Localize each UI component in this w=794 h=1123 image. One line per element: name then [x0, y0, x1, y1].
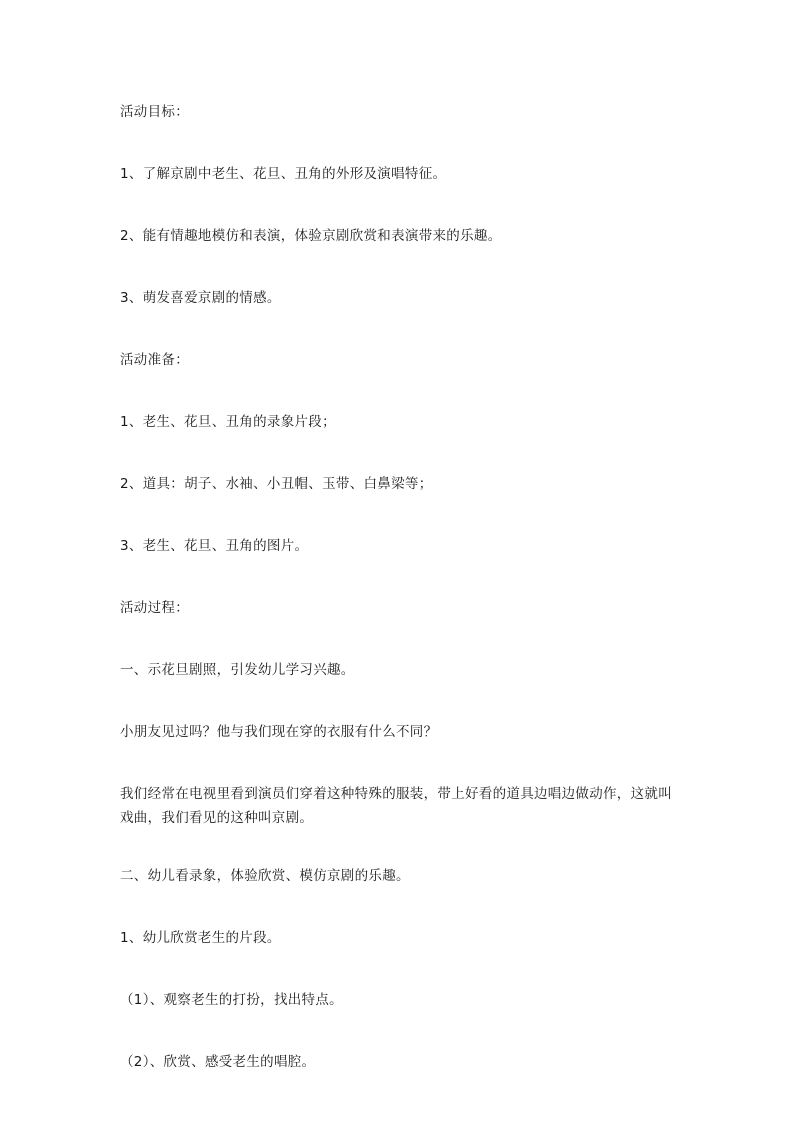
section-heading-process: 活动过程：: [120, 600, 189, 616]
process-detail-2: （2）、欣赏、感受老生的唱腔。: [120, 1054, 316, 1070]
process-question: 小朋友见过吗？他与我们现在穿的衣服有什么不同？: [120, 724, 438, 740]
goal-item-1: 1、了解京剧中老生、花旦、丑角的外形及演唱特征。: [120, 166, 447, 182]
preparation-item-3: 3、老生、花旦、丑角的图片。: [120, 538, 309, 554]
process-substep-1: 1、幼儿欣赏老生的片段。: [120, 930, 281, 946]
process-explanation: 我们经常在电视里看到演员们穿着这种特殊的服装，带上好看的道具边唱边做动作，这就叫戏曲，我们看见的这种叫京剧。: [120, 786, 672, 826]
document-body: [120, 100, 680, 1112]
goal-item-3: 3、萌发喜爱京剧的情感。: [120, 290, 281, 306]
section-heading-preparation: 活动准备：: [120, 352, 189, 368]
goal-item-2: 2、能有情趣地模仿和表演，体验京剧欣赏和表演带来的乐趣。: [120, 228, 502, 244]
section-heading-goals: 活动目标：: [120, 104, 189, 120]
process-step-1: 一、示花旦剧照，引发幼儿学习兴趣。: [120, 662, 355, 678]
process-step-2: 二、幼儿看录象，体验欣赏、模仿京剧的乐趣。: [120, 868, 410, 884]
preparation-item-2: 2、道具：胡子、水袖、小丑帽、玉带、白鼻梁等；: [120, 476, 433, 492]
process-detail-1: （1）、观察老生的打扮，找出特点。: [120, 992, 343, 1008]
preparation-item-1: 1、老生、花旦、丑角的录象片段；: [120, 414, 336, 430]
